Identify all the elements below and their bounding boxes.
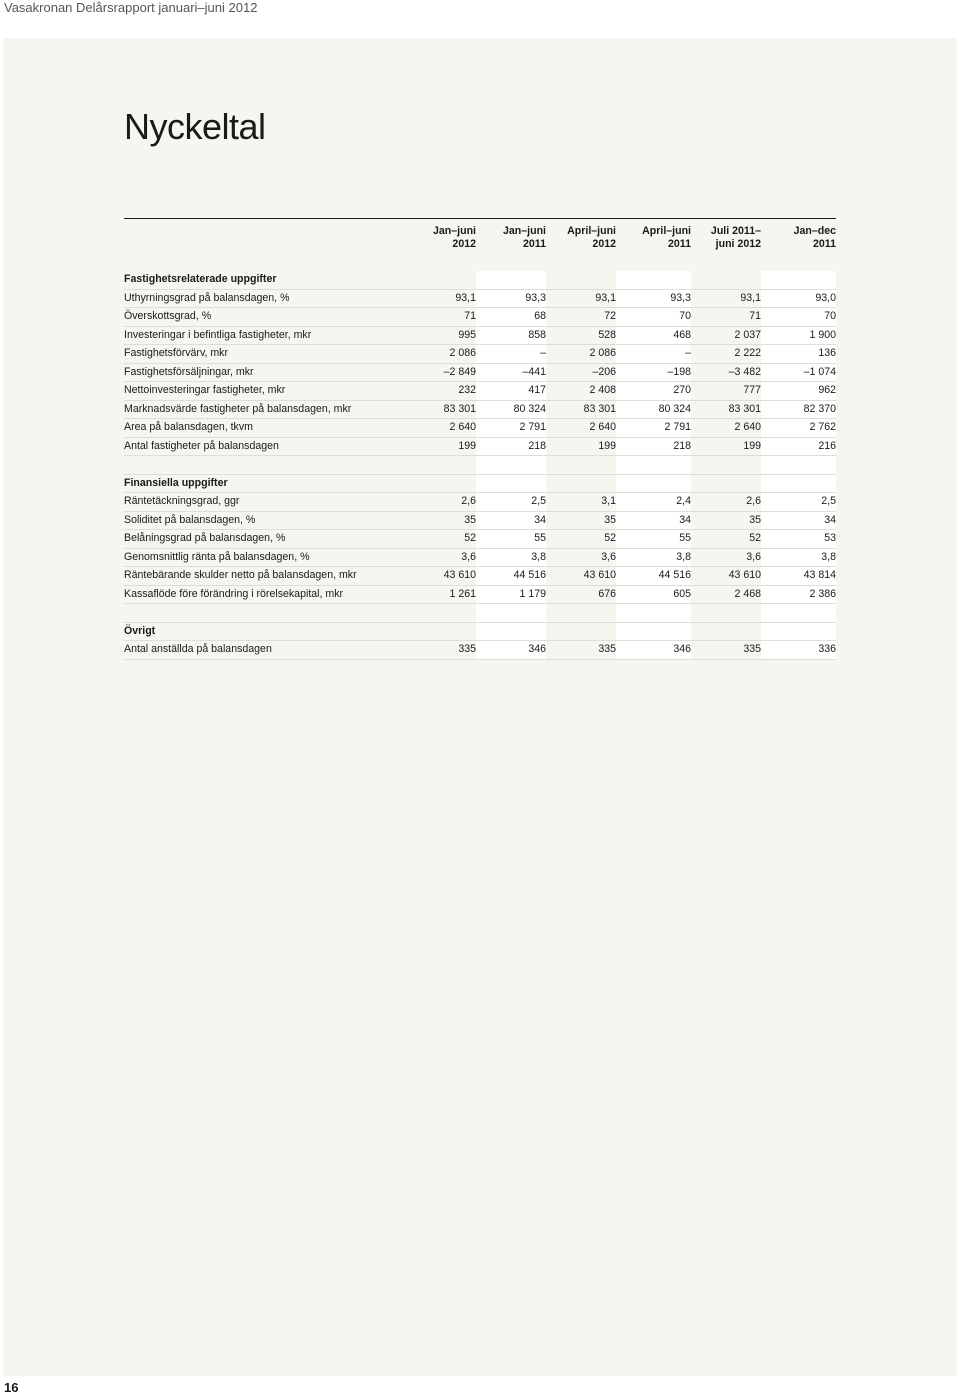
value-cell: 346 bbox=[616, 641, 691, 660]
section-title-row bbox=[124, 271, 836, 289]
section-title: Fastighetsrelaterade uppgifter bbox=[124, 271, 410, 289]
value-cell: 417 bbox=[476, 382, 546, 401]
row-label: Area på balansdagen, tkvm bbox=[124, 419, 410, 438]
table-row bbox=[124, 548, 836, 567]
value-cell: 199 bbox=[410, 437, 476, 456]
value-cell: –2 849 bbox=[410, 363, 476, 382]
value-cell: 83 301 bbox=[691, 400, 761, 419]
value-cell: 43 610 bbox=[410, 567, 476, 586]
value-cell: 468 bbox=[616, 326, 691, 345]
section-title-cell bbox=[476, 474, 546, 493]
table-row bbox=[124, 567, 836, 586]
spacer-cell bbox=[410, 604, 476, 623]
value-cell: 35 bbox=[546, 511, 616, 530]
value-cell: 605 bbox=[616, 585, 691, 604]
value-cell: 270 bbox=[616, 382, 691, 401]
column-header: Jan–dec 2011 bbox=[761, 219, 836, 272]
value-cell: 44 516 bbox=[616, 567, 691, 586]
spacer-cell bbox=[761, 604, 836, 623]
section-title-cell bbox=[476, 622, 546, 641]
section-title-cell bbox=[616, 474, 691, 493]
value-cell: 80 324 bbox=[476, 400, 546, 419]
table-row bbox=[124, 382, 836, 401]
value-cell: 93,1 bbox=[410, 289, 476, 308]
value-cell: 52 bbox=[410, 530, 476, 549]
value-cell: 676 bbox=[546, 585, 616, 604]
table-row bbox=[124, 289, 836, 308]
value-cell: 34 bbox=[476, 511, 546, 530]
row-label: Antal anställda på balansdagen bbox=[124, 641, 410, 660]
value-cell: –206 bbox=[546, 363, 616, 382]
value-cell: 2,6 bbox=[410, 493, 476, 512]
table-row bbox=[124, 363, 836, 382]
value-cell: 2 791 bbox=[616, 419, 691, 438]
section-title-cell bbox=[761, 622, 836, 641]
value-cell: 2 037 bbox=[691, 326, 761, 345]
table-row bbox=[124, 345, 836, 364]
value-cell: 3,8 bbox=[476, 548, 546, 567]
value-cell: 232 bbox=[410, 382, 476, 401]
value-cell: –198 bbox=[616, 363, 691, 382]
value-cell: 55 bbox=[616, 530, 691, 549]
value-cell: 1 261 bbox=[410, 585, 476, 604]
value-cell: 2 222 bbox=[691, 345, 761, 364]
row-label: Antal fastigheter på balansdagen bbox=[124, 437, 410, 456]
value-cell: 2 086 bbox=[410, 345, 476, 364]
value-cell: 346 bbox=[476, 641, 546, 660]
spacer-cell bbox=[410, 456, 476, 475]
row-label: Fastighetsförsäljningar, mkr bbox=[124, 363, 410, 382]
spacer-cell bbox=[124, 604, 410, 623]
value-cell: 93,1 bbox=[546, 289, 616, 308]
spacer-cell bbox=[691, 456, 761, 475]
value-cell: 2 468 bbox=[691, 585, 761, 604]
section-title: Övrigt bbox=[124, 622, 410, 641]
section-title-cell bbox=[546, 622, 616, 641]
value-cell: 136 bbox=[761, 345, 836, 364]
row-label: Överskottsgrad, % bbox=[124, 308, 410, 327]
value-cell: 2,6 bbox=[691, 493, 761, 512]
value-cell: 72 bbox=[546, 308, 616, 327]
section-title-cell bbox=[691, 622, 761, 641]
column-header: April–juni 2012 bbox=[546, 219, 616, 272]
value-cell: 35 bbox=[410, 511, 476, 530]
value-cell: 34 bbox=[761, 511, 836, 530]
value-cell: 335 bbox=[691, 641, 761, 660]
column-header: Jan–juni 2012 bbox=[410, 219, 476, 272]
value-cell: 43 610 bbox=[546, 567, 616, 586]
table-row bbox=[124, 493, 836, 512]
value-cell: 995 bbox=[410, 326, 476, 345]
section-title-cell bbox=[761, 474, 836, 493]
row-label: Soliditet på balansdagen, % bbox=[124, 511, 410, 530]
row-label: Investeringar i befintliga fastigheter, mkr bbox=[124, 326, 410, 345]
section-title: Finansiella uppgifter bbox=[124, 474, 410, 493]
value-cell: 68 bbox=[476, 308, 546, 327]
value-cell: 1 900 bbox=[761, 326, 836, 345]
key-figures-table bbox=[124, 218, 836, 660]
value-cell: 2 408 bbox=[546, 382, 616, 401]
value-cell: 35 bbox=[691, 511, 761, 530]
row-label: Belåningsgrad på balansdagen, % bbox=[124, 530, 410, 549]
value-cell: 2,5 bbox=[761, 493, 836, 512]
row-label: Uthyrningsgrad på balansdagen, % bbox=[124, 289, 410, 308]
value-cell: 216 bbox=[761, 437, 836, 456]
spacer-cell bbox=[476, 456, 546, 475]
page-number: 16 bbox=[4, 1380, 19, 1395]
table-row bbox=[124, 530, 836, 549]
value-cell: 3,8 bbox=[616, 548, 691, 567]
section-title-cell bbox=[761, 271, 836, 289]
value-cell: 3,6 bbox=[410, 548, 476, 567]
value-cell: 335 bbox=[410, 641, 476, 660]
value-cell: 43 610 bbox=[691, 567, 761, 586]
section-title-cell bbox=[616, 271, 691, 289]
value-cell: 962 bbox=[761, 382, 836, 401]
spacer-cell bbox=[616, 604, 691, 623]
value-cell: –441 bbox=[476, 363, 546, 382]
value-cell: 3,6 bbox=[546, 548, 616, 567]
row-label: Genomsnittlig ränta på balansdagen, % bbox=[124, 548, 410, 567]
row-label: Nettoinvesteringar fastigheter, mkr bbox=[124, 382, 410, 401]
column-header: Jan–juni 2011 bbox=[476, 219, 546, 272]
value-cell: 82 370 bbox=[761, 400, 836, 419]
section-title-cell bbox=[410, 622, 476, 641]
value-cell: 336 bbox=[761, 641, 836, 660]
value-cell: 1 179 bbox=[476, 585, 546, 604]
spacer-cell bbox=[761, 456, 836, 475]
table-body bbox=[124, 271, 836, 659]
value-cell: 2 640 bbox=[691, 419, 761, 438]
value-cell: 2 086 bbox=[546, 345, 616, 364]
value-cell: 55 bbox=[476, 530, 546, 549]
value-cell: 43 814 bbox=[761, 567, 836, 586]
value-cell: 2 762 bbox=[761, 419, 836, 438]
section-title-cell bbox=[410, 474, 476, 493]
value-cell: 2,5 bbox=[476, 493, 546, 512]
value-cell: 53 bbox=[761, 530, 836, 549]
value-cell: 3,8 bbox=[761, 548, 836, 567]
section-title-cell bbox=[691, 271, 761, 289]
spacer-cell bbox=[124, 456, 410, 475]
label-column-header bbox=[124, 219, 410, 272]
value-cell: 70 bbox=[616, 308, 691, 327]
spacer-cell bbox=[476, 604, 546, 623]
page-title: Nyckeltal bbox=[124, 106, 266, 147]
value-cell: 34 bbox=[616, 511, 691, 530]
section-title-cell bbox=[476, 271, 546, 289]
section-title-cell bbox=[546, 474, 616, 493]
value-cell: 777 bbox=[691, 382, 761, 401]
table-row bbox=[124, 419, 836, 438]
value-cell: 52 bbox=[691, 530, 761, 549]
spacer-cell bbox=[691, 604, 761, 623]
column-header: April–juni 2011 bbox=[616, 219, 691, 272]
value-cell: 2 386 bbox=[761, 585, 836, 604]
value-cell: 71 bbox=[691, 308, 761, 327]
table-row bbox=[124, 326, 836, 345]
value-cell: 93,1 bbox=[691, 289, 761, 308]
table-row bbox=[124, 308, 836, 327]
value-cell: 2 640 bbox=[546, 419, 616, 438]
row-label: Räntetäckningsgrad, ggr bbox=[124, 493, 410, 512]
table-row bbox=[124, 437, 836, 456]
section-title-row bbox=[124, 474, 836, 493]
running-header: Vasakronan Delårsrapport januari–juni 2012 bbox=[4, 0, 258, 15]
section-title-row bbox=[124, 622, 836, 641]
spacer-cell bbox=[616, 456, 691, 475]
value-cell: 858 bbox=[476, 326, 546, 345]
value-cell: 70 bbox=[761, 308, 836, 327]
value-cell: 2 791 bbox=[476, 419, 546, 438]
section-title-cell bbox=[546, 271, 616, 289]
value-cell: 71 bbox=[410, 308, 476, 327]
table-row bbox=[124, 641, 836, 660]
section-spacer bbox=[124, 604, 836, 623]
value-cell: 2 640 bbox=[410, 419, 476, 438]
spacer-cell bbox=[546, 456, 616, 475]
value-cell: 3,1 bbox=[546, 493, 616, 512]
spacer-cell bbox=[546, 604, 616, 623]
value-cell: 93,0 bbox=[761, 289, 836, 308]
value-cell: 93,3 bbox=[616, 289, 691, 308]
row-label: Fastighetsförvärv, mkr bbox=[124, 345, 410, 364]
value-cell: 335 bbox=[546, 641, 616, 660]
table-header-row bbox=[124, 219, 836, 272]
value-cell: 218 bbox=[476, 437, 546, 456]
section-spacer bbox=[124, 456, 836, 475]
row-label: Marknadsvärde fastigheter på balansdagen, mkr bbox=[124, 400, 410, 419]
value-cell: – bbox=[476, 345, 546, 364]
row-label: Kassaflöde före förändring i rörelsekapital, mkr bbox=[124, 585, 410, 604]
value-cell: –1 074 bbox=[761, 363, 836, 382]
value-cell: 199 bbox=[546, 437, 616, 456]
value-cell: – bbox=[616, 345, 691, 364]
table-row bbox=[124, 511, 836, 530]
value-cell: 52 bbox=[546, 530, 616, 549]
section-title-cell bbox=[691, 474, 761, 493]
table-row bbox=[124, 585, 836, 604]
value-cell: 218 bbox=[616, 437, 691, 456]
value-cell: 2,4 bbox=[616, 493, 691, 512]
value-cell: 44 516 bbox=[476, 567, 546, 586]
table-row bbox=[124, 400, 836, 419]
value-cell: –3 482 bbox=[691, 363, 761, 382]
value-cell: 528 bbox=[546, 326, 616, 345]
value-cell: 83 301 bbox=[546, 400, 616, 419]
value-cell: 80 324 bbox=[616, 400, 691, 419]
section-title-cell bbox=[410, 271, 476, 289]
column-header: Juli 2011– juni 2012 bbox=[691, 219, 761, 272]
value-cell: 3,6 bbox=[691, 548, 761, 567]
value-cell: 199 bbox=[691, 437, 761, 456]
row-label: Räntebärande skulder netto på balansdagen, mkr bbox=[124, 567, 410, 586]
section-title-cell bbox=[616, 622, 691, 641]
value-cell: 83 301 bbox=[410, 400, 476, 419]
value-cell: 93,3 bbox=[476, 289, 546, 308]
